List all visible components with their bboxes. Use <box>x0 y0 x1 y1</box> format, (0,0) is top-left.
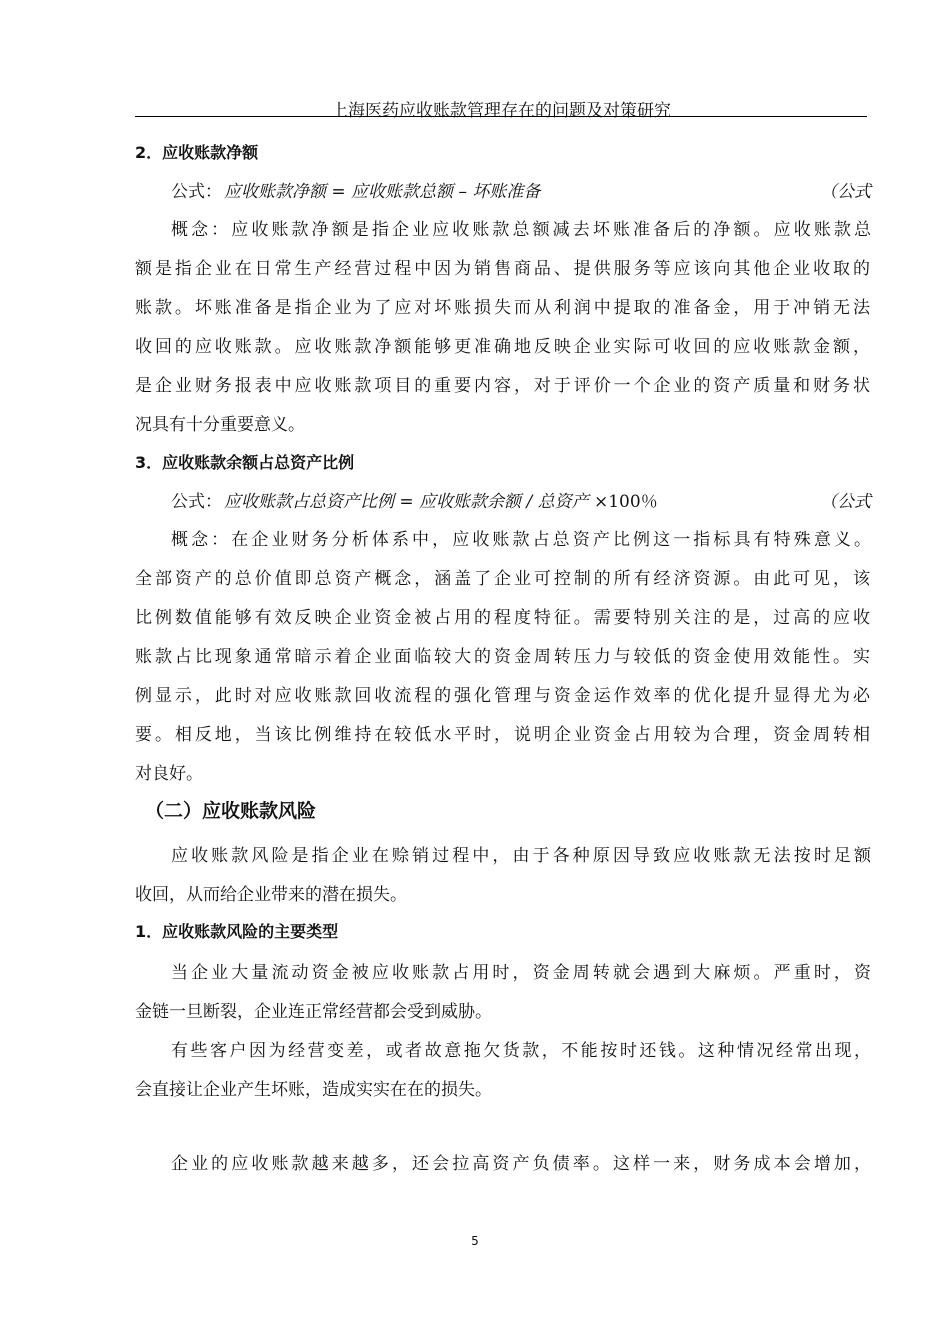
paragraph-line: 是企业财务报表中应收账款项目的重要内容，对于评价一个企业的资产质量和财务状 <box>135 376 870 396</box>
page-header-title: 上海医药应收账款管理存在的问题及对策研究 <box>331 101 671 121</box>
paragraph-line: 全部资产的总价值即总资产概念，涵盖了企业可控制的所有经济资源。由此可见，该 <box>135 569 870 589</box>
formula-expression: 应收账款占总资产比例 = 应收账款余额 / 总资产 <box>224 492 589 512</box>
formula-label: 公式： <box>171 492 222 512</box>
paragraph-line: 会直接让企业产生坏账，造成实实在在的损失。 <box>135 1080 492 1100</box>
paragraph-line: 概念：在企业财务分析体系中，应收账款占总资产比例这一指标具有特殊意义。 <box>171 530 871 550</box>
formula-label: 公式： <box>171 182 222 202</box>
formula-multiplier: ×100％ <box>588 492 658 512</box>
paragraph-line: 有些客户因为经营变差，或者故意拖欠货款，不能按时还钱。这种情况经常出现， <box>171 1041 871 1061</box>
section-heading-receivables-risk: （二）应收账款风险 <box>145 800 317 822</box>
header-divider <box>135 116 867 117</box>
paragraph-line: 账款占比现象通常暗示着企业面临较大的资金周转压力与较低的资金使用效能性。实 <box>135 647 870 667</box>
formula-expression: 应收账款净额 = 应收账款总额 – 坏账准备 <box>224 182 541 202</box>
paragraph-line: 当企业大量流动资金被应收账款占用时，资金周转就会遇到大麻烦。严重时，资 <box>171 963 871 983</box>
paragraph-line: 概念：应收账款净额是指企业应收账款总额减去坏账准备后的净额。应收账款总 <box>171 220 871 240</box>
section-heading-net-receivables: 2．应收账款净额 <box>135 143 259 162</box>
section-heading-receivables-ratio: 3．应收账款余额占总资产比例 <box>135 453 355 472</box>
section-heading-risk-types: 1．应收账款风险的主要类型 <box>135 922 339 941</box>
paragraph-line: 应收账款风险是指企业在赊销过程中，由于各种原因导致应收账款无法按时足额 <box>171 846 871 866</box>
paragraph-line: 额是指企业在日常生产经营过程中因为销售商品、提供服务等应该向其他企业收取的 <box>135 259 870 279</box>
formula-receivables-ratio <box>171 491 871 513</box>
paragraph-line: 况具有十分重要意义。 <box>135 415 305 435</box>
paragraph-line: 企业的应收账款越来越多，还会拉高资产负债率。这样一来，财务成本会增加， <box>171 1154 871 1174</box>
paragraph-line: 收回的应收账款。应收账款净额能够更准确地反映企业实际可收回的应收账款金额， <box>135 337 870 357</box>
formula-tag: （公式 <box>820 182 871 202</box>
formula-net-receivables <box>171 181 871 203</box>
paragraph-line: 要。相反地，当该比例维持在较低水平时，说明企业资金占用较为合理，资金周转相 <box>135 725 870 745</box>
paragraph-line: 收回，从而给企业带来的潜在损失。 <box>135 885 407 905</box>
paragraph-line: 例显示，此时对应收账款回收流程的强化管理与资金运作效率的优化提升显得尤为必 <box>135 686 870 706</box>
page-number: 5 <box>471 1234 479 1248</box>
paragraph-line: 账款。坏账准备是指企业为了应对坏账损失而从利润中提取的准备金，用于冲销无法 <box>135 298 870 318</box>
formula-tag: （公式 <box>820 492 871 512</box>
paragraph-line: 对良好。 <box>135 764 203 784</box>
paragraph-line: 金链一旦断裂，企业连正常经营都会受到威胁。 <box>135 1002 492 1022</box>
paragraph-line: 比例数值能够有效反映企业资金被占用的程度特征。需要特别关注的是，过高的应收 <box>135 608 870 628</box>
